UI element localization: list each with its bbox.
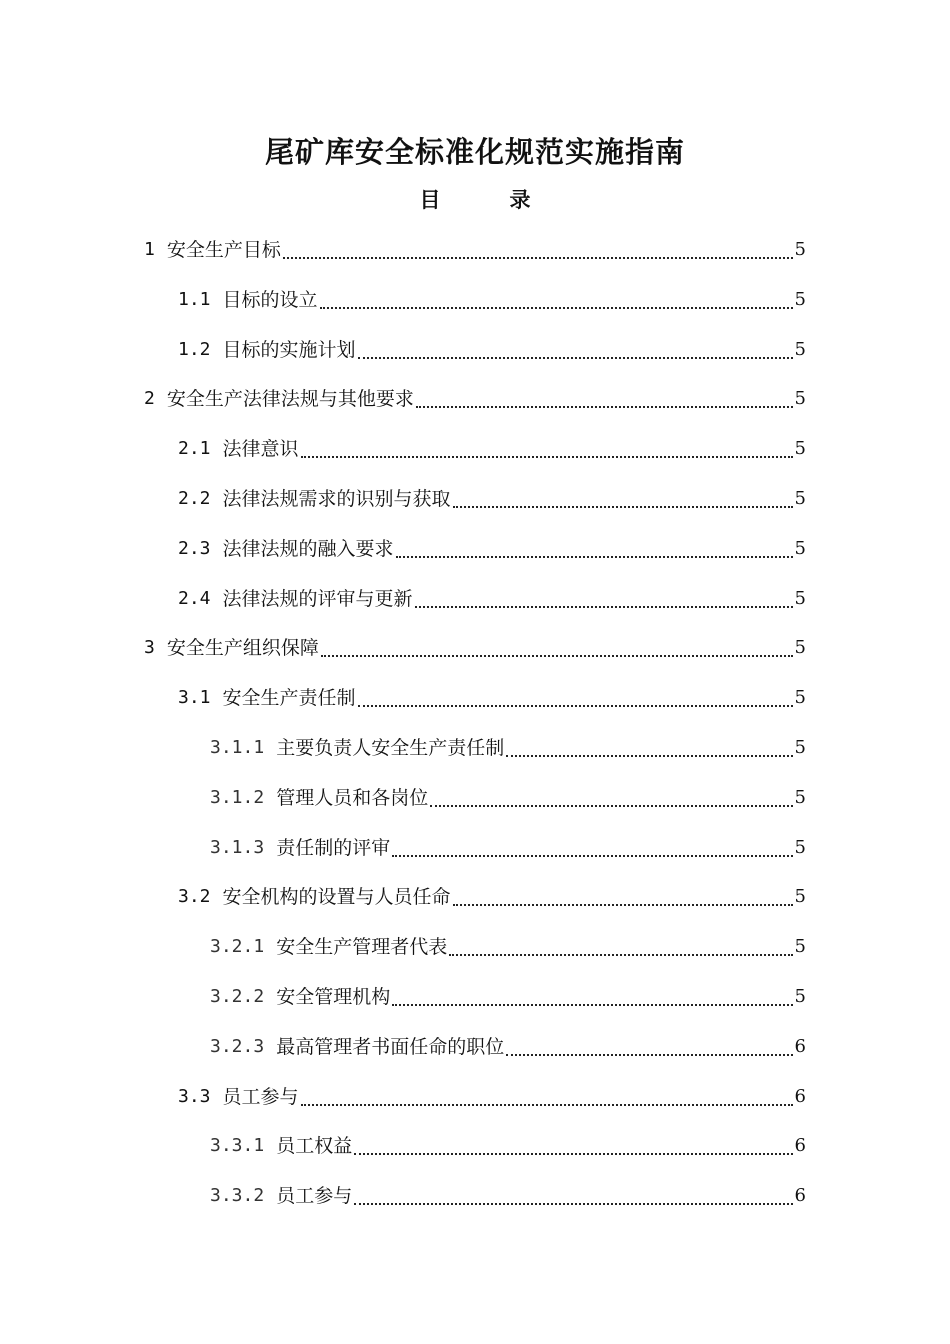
toc-dot-leader bbox=[321, 655, 793, 657]
toc-entry-title: 安全生产管理者代表 bbox=[276, 936, 448, 959]
toc-dot-leader bbox=[416, 406, 793, 408]
toc-dot-leader bbox=[453, 904, 793, 906]
toc-entry-title: 责任制的评审 bbox=[276, 836, 391, 859]
toc-entry-page: 6 bbox=[794, 1185, 806, 1207]
toc-entry[interactable] bbox=[178, 1073, 806, 1121]
toc-entry-page: 5 bbox=[794, 587, 806, 609]
toc-dot-leader bbox=[358, 357, 793, 359]
toc-entry-title: 安全机构的设置与人员任命 bbox=[222, 886, 451, 909]
toc-entry-number: 1.1 bbox=[178, 288, 211, 310]
toc-dot-leader bbox=[301, 1104, 793, 1106]
toc-entry-number: 3.2 bbox=[178, 886, 211, 908]
toc-dot-leader bbox=[396, 556, 793, 558]
toc-dot-leader bbox=[453, 506, 793, 508]
toc-entry[interactable] bbox=[210, 774, 806, 822]
toc-entry-number: 3.2.2 bbox=[210, 986, 265, 1007]
toc-entry-page: 5 bbox=[794, 836, 806, 858]
toc-entry[interactable] bbox=[210, 824, 806, 872]
toc-dot-leader bbox=[392, 1004, 792, 1006]
toc-entry-page: 5 bbox=[794, 936, 806, 958]
toc-dot-leader bbox=[283, 257, 793, 259]
toc-entry-page: 5 bbox=[794, 488, 806, 509]
toc-entry-title: 法律意识 bbox=[222, 438, 299, 461]
toc-entry[interactable] bbox=[178, 525, 806, 573]
toc-entry-page: 6 bbox=[794, 1035, 806, 1057]
toc-entry-page: 5 bbox=[794, 537, 806, 559]
toc-entry-number: 3.3.2 bbox=[210, 1185, 265, 1207]
toc-dot-leader bbox=[392, 855, 792, 857]
toc-entry[interactable] bbox=[178, 575, 806, 623]
toc-entry-title: 员工权益 bbox=[276, 1135, 353, 1158]
toc-entry-title: 主要负责人安全生产责任制 bbox=[276, 737, 505, 759]
toc-entry[interactable] bbox=[210, 1023, 806, 1071]
toc-entry-number: 1.2 bbox=[178, 338, 211, 360]
toc-entry-number: 2.4 bbox=[178, 587, 211, 609]
toc-entry-title: 最高管理者书面任命的职位 bbox=[276, 1035, 505, 1058]
toc-entry-title: 安全管理机构 bbox=[276, 986, 391, 1008]
toc-dot-leader bbox=[320, 307, 793, 309]
toc-entry-number: 3.2.1 bbox=[210, 936, 265, 958]
toc-entry-title: 法律法规需求的识别与获取 bbox=[222, 488, 451, 510]
toc-dot-leader bbox=[449, 954, 792, 956]
toc-entry[interactable] bbox=[210, 724, 806, 772]
toc-entry-page: 5 bbox=[794, 886, 806, 908]
toc-entry-title: 法律法规的融入要求 bbox=[222, 537, 394, 560]
toc-dot-leader bbox=[430, 805, 792, 807]
toc-dot-leader bbox=[354, 1203, 792, 1205]
toc-entry-page: 6 bbox=[794, 1135, 806, 1157]
toc-entry-page: 5 bbox=[794, 338, 806, 360]
toc-entry-title: 安全生产组织保障 bbox=[166, 637, 319, 660]
toc-entry-page: 5 bbox=[794, 637, 806, 659]
toc-entry[interactable] bbox=[178, 276, 806, 324]
toc-entry[interactable] bbox=[144, 226, 806, 274]
toc-entry-title: 目标的设立 bbox=[222, 288, 318, 311]
toc-entry-title: 安全生产法律法规与其他要求 bbox=[166, 388, 414, 411]
toc-entry-page: 5 bbox=[794, 239, 806, 260]
toc-entry-page: 5 bbox=[794, 786, 806, 808]
toc-entry-page: 5 bbox=[794, 687, 806, 709]
toc-entry[interactable] bbox=[178, 475, 806, 523]
toc-entry-page: 6 bbox=[794, 1085, 806, 1107]
toc-entry[interactable] bbox=[178, 873, 806, 921]
toc-entry[interactable] bbox=[178, 425, 806, 473]
toc-entry-page: 5 bbox=[794, 737, 806, 758]
toc-entry-title: 员工参与 bbox=[222, 1085, 299, 1108]
toc-entry-number: 2.3 bbox=[178, 537, 211, 559]
toc-entry-number: 3 bbox=[144, 637, 155, 659]
toc-heading: 目 录 bbox=[419, 188, 555, 212]
toc-entry-page: 5 bbox=[794, 388, 806, 410]
toc-entry[interactable] bbox=[144, 624, 806, 672]
toc-entry-number: 3.1.3 bbox=[210, 836, 265, 858]
toc-entry-number: 3.1.2 bbox=[210, 786, 265, 808]
toc-entry-number: 2.2 bbox=[178, 488, 211, 509]
toc-entry[interactable] bbox=[210, 923, 806, 971]
toc-entry[interactable] bbox=[210, 973, 806, 1021]
toc-entry[interactable] bbox=[178, 326, 806, 374]
toc-entry-page: 5 bbox=[794, 986, 806, 1007]
toc-entry-title: 法律法规的评审与更新 bbox=[222, 587, 413, 610]
toc-entry-number: 3.3.1 bbox=[210, 1135, 265, 1157]
toc-entry-title: 目标的实施计划 bbox=[222, 338, 356, 361]
toc-dot-leader bbox=[358, 705, 793, 707]
toc-dot-leader bbox=[301, 456, 793, 458]
toc-entry-number: 2.1 bbox=[178, 438, 211, 460]
toc-entry[interactable] bbox=[144, 375, 806, 423]
toc-entry-title: 安全生产目标 bbox=[166, 239, 281, 261]
toc-entry-page: 5 bbox=[794, 438, 806, 460]
toc-entry-title: 管理人员和各岗位 bbox=[276, 786, 429, 809]
toc-entry-title: 员工参与 bbox=[276, 1185, 353, 1208]
toc-entry-number: 1 bbox=[144, 239, 155, 260]
toc-entry[interactable] bbox=[210, 1172, 806, 1220]
toc-entry-number: 2 bbox=[144, 388, 155, 410]
toc-entry-number: 3.3 bbox=[178, 1085, 211, 1107]
toc-entry[interactable] bbox=[178, 674, 806, 722]
toc-dot-leader bbox=[354, 1153, 792, 1155]
toc-entry-page: 5 bbox=[794, 288, 806, 310]
toc-dot-leader bbox=[506, 1054, 792, 1056]
toc-entry-number: 3.2.3 bbox=[210, 1035, 265, 1057]
toc-entry-number: 3.1 bbox=[178, 687, 211, 709]
toc-entry-title: 安全生产责任制 bbox=[222, 687, 356, 710]
toc-dot-leader bbox=[506, 755, 792, 757]
toc-dot-leader bbox=[415, 606, 793, 608]
toc-entry-number: 3.1.1 bbox=[210, 737, 265, 758]
toc-entry[interactable] bbox=[210, 1122, 806, 1170]
document-title: 尾矿库安全标准化规范实施指南 bbox=[264, 135, 685, 169]
